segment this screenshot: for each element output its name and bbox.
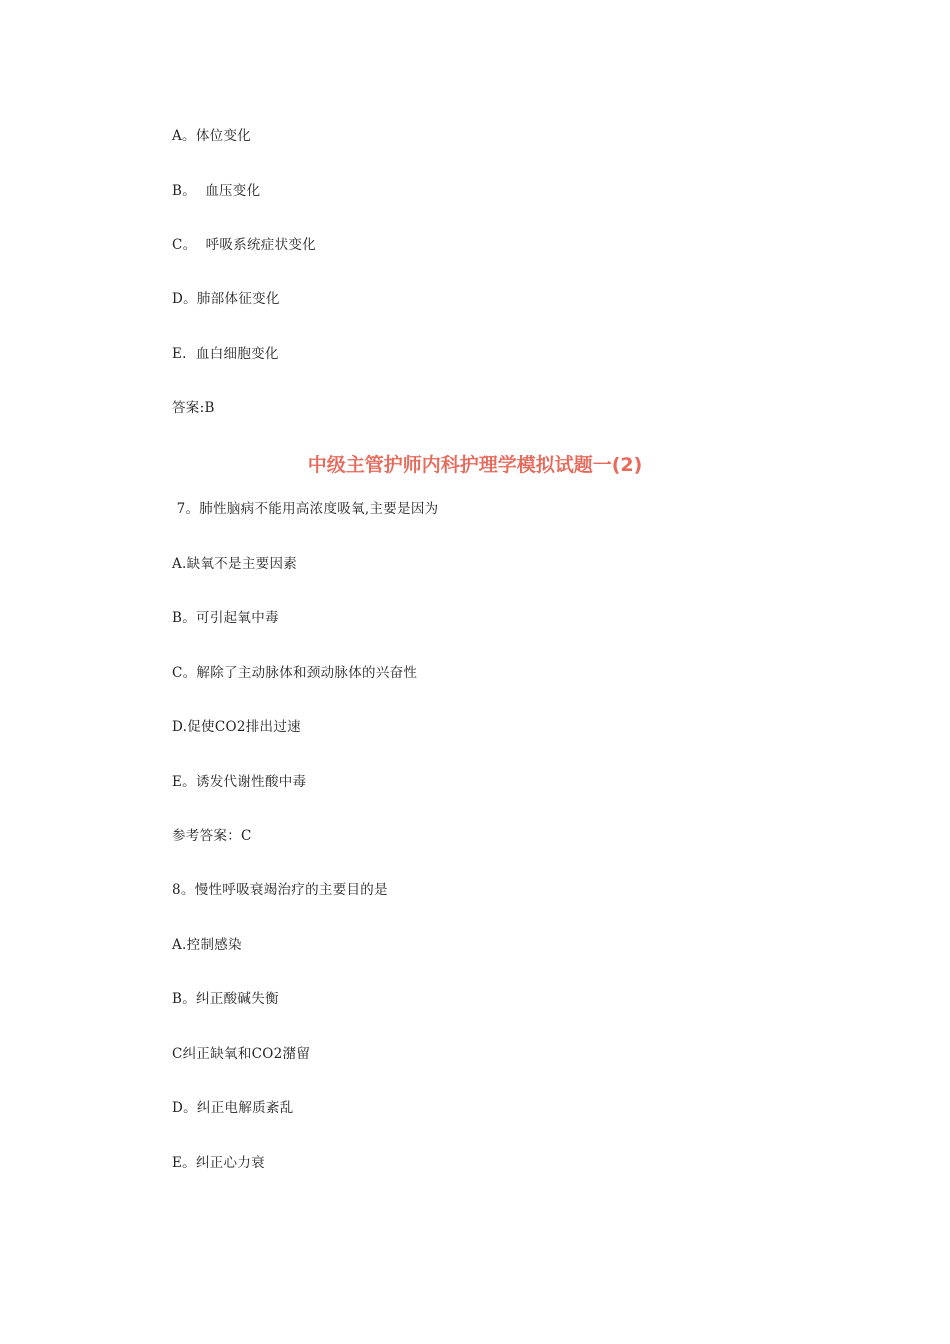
q8-option-a: A.控制感染 xyxy=(172,937,242,953)
q8-option-d: D。纠正电解质紊乱 xyxy=(172,1100,294,1116)
q8-option-e: E。纠正心力衰 xyxy=(172,1155,265,1171)
q7-option-d: D.促使CO2排出过速 xyxy=(172,719,301,735)
q7-option-a: A.缺氧不是主要因素 xyxy=(172,556,298,572)
q6-option-b: B。 血压变化 xyxy=(172,183,261,199)
q7-option-b: B。可引起氧中毒 xyxy=(172,610,279,626)
q6-option-c: C。 呼吸系统症状变化 xyxy=(172,237,317,253)
q6-option-d: D。肺部体征变化 xyxy=(172,291,280,307)
q6-option-a: A。体位变化 xyxy=(172,128,252,144)
q7-answer: 参考答案：C xyxy=(172,828,252,844)
q8-question: 8。慢性呼吸衰竭治疗的主要目的是 xyxy=(172,882,388,898)
q8-option-c: C纠正缺氧和CO2潴留 xyxy=(172,1046,311,1062)
q7-option-e: E。诱发代谢性酸中毒 xyxy=(172,774,307,790)
q7-option-c: C。解除了主动脉体和颈动脉体的兴奋性 xyxy=(172,665,418,681)
section-title: 中级主管护师内科护理学模拟试题一(2) xyxy=(307,454,643,476)
q6-answer: 答案:B xyxy=(172,400,215,416)
q6-option-e: E. 血白细胞变化 xyxy=(172,346,279,362)
q7-question: 7。肺性脑病不能用高浓度吸氧,主要是因为 xyxy=(172,501,439,517)
q8-option-b: B。纠正酸碱失衡 xyxy=(172,991,279,1007)
